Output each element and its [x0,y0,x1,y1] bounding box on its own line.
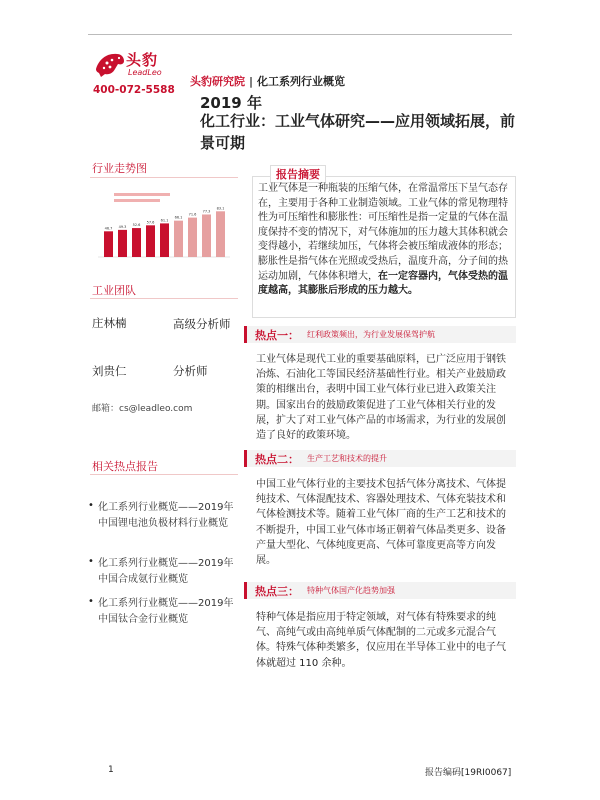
contact-email: 邮箱：cs@leadleo.com [92,404,193,414]
hotspot-title: 红利政策频出，为行业发展保驾护航 [307,330,435,339]
hotspot-header [244,450,516,467]
chart-value-label: 71.6 [188,212,197,217]
hotspot-text: 特种气体是指应用于特定领域，对气体有特殊要求的纯气、高纯气或由高纯单质气体配制的二元或多元混合气体。特殊气体种类繁多，仅应用在半导体工业中的电子气体就超过 110 余种。 [256,612,506,669]
chart-bar [160,223,169,257]
chart-value-label: 61.1 [160,218,169,223]
series-name: 化工系列行业概览 [257,75,346,88]
leadleo-logo [93,45,173,85]
abstract-body: 工业气体是一种瓶装的压缩气体，在常温常压下呈气态存在，主要用于各种工业制造领域。工业气体的常见物理特性为可压缩性和膨胀性：可压缩性是指一定量的气体在温度保持不变的情况下，对气体施加的压力越大其体积就会变得越小，若继续加压，气体将会被压缩成液体的形态；膨胀性是指气体在光照或受热后，温度升高，分子间的热运动加剧，气体体积增大， [258,183,508,282]
chart-bar [146,225,155,257]
legend-bar-2 [114,199,160,202]
leopard-logo-icon [93,47,127,81]
chart-bar [188,218,197,257]
chart-value-label: 57.6 [146,220,155,225]
related-item[interactable] [88,556,238,587]
team-heading: 工业团队 [92,284,136,297]
hotspot-title: 特种气体国产化趋势加强 [307,586,395,595]
trend-chart [92,185,234,275]
member-role: 分析师 [173,364,208,378]
related-item[interactable] [88,500,238,531]
chart-bar [202,214,211,257]
abstract-tag: 报告摘要 [270,165,326,183]
chart-value-label: 77.3 [202,209,211,214]
chart-bar [132,228,141,257]
bullet-icon: • [88,500,94,511]
hotspot-text: 工业气体是现代工业的重要基础原料，已广泛应用于钢铁冶炼、石油化工等国民经济基础性行业。相关产业鼓励政策的相继出台，表明中国工业气体行业已进入政策关注期。国家出台的鼓励政策促进了工业气体相关行业的发展，扩大了对工业气体产品的市场需求，为行业的发展创造了良好的政策环境。 [256,354,506,442]
hotspot-text: 中国工业气体行业的主要技术包括气体分离技术、气体提纯技术、气体混配技术、容器处理技术、气体充装技术和气体检测技术等。随着工业气体厂商的生产工艺和技术的不断提升，中国工业气体市场正朝着气体品类更多、设备产量大型化、气体纯度更高、气体可靠度更高等方向发展。 [256,479,506,567]
top-rule [88,34,512,35]
hotspot-key: 热点一： [255,329,299,342]
chart-value-label: 66.1 [174,215,183,220]
team-rule [90,298,238,299]
related-item[interactable] [88,596,238,627]
page-number: 1 [108,765,114,775]
related-item-text[interactable]: 化工系列行业概览——2019年中国钛合金行业概览 [98,598,234,625]
trend-rule [90,177,238,178]
bullet-icon: • [88,596,94,607]
series-separator: | [249,75,254,88]
chart-bar [104,231,113,257]
member-role: 高级分析师 [173,317,231,331]
report-code: 报告编码[19RI0067] [425,768,512,778]
chart-legend [114,193,170,202]
related-heading: 相关热点报告 [92,460,158,473]
legend-bar-1 [114,193,170,196]
related-item-text[interactable]: 化工系列行业概览——2019年中国合成氨行业概览 [98,558,234,585]
phone-number: 400-072-5588 [93,84,175,96]
series-line [190,73,345,89]
bullet-icon: • [88,556,94,567]
related-rule [90,474,238,475]
report-title: 化工行业：工业气体研究——应用领域拓展，前景可期 [200,112,516,152]
logo-cn-text: 头豹 [126,51,159,69]
member-name: 庄林楠 [92,316,127,330]
member-name: 刘贵仁 [92,364,127,378]
chart-value-label: 83.1 [216,206,225,211]
chart-bar [216,211,225,257]
institute-name: 头豹研究院 [190,75,245,88]
chart-value-label: 49.3 [118,224,127,229]
chart-bar [118,230,127,257]
abstract-bold: 在一定容器内，气体受热的温度越高，其膨胀后形成的压力越大。 [258,270,508,297]
report-year: 2019 年 [200,94,262,112]
hotspot-key: 热点三： [255,585,299,598]
hotspot-title: 生产工艺和技术的提升 [307,454,387,463]
hotspot-header [244,582,516,599]
trend-heading: 行业走势图 [92,162,147,175]
hotspot-key: 热点二： [255,453,299,466]
related-item-text[interactable]: 化工系列行业概览——2019年中国锂电池负极材料行业概览 [98,502,234,529]
chart-value-label: 52.6 [132,223,141,228]
abstract-text [258,182,514,299]
logo-en-text: LeadLeo [128,68,162,77]
hotspot-header [244,326,516,343]
chart-bar [174,221,183,257]
chart-value-label: 46.7 [104,226,113,231]
